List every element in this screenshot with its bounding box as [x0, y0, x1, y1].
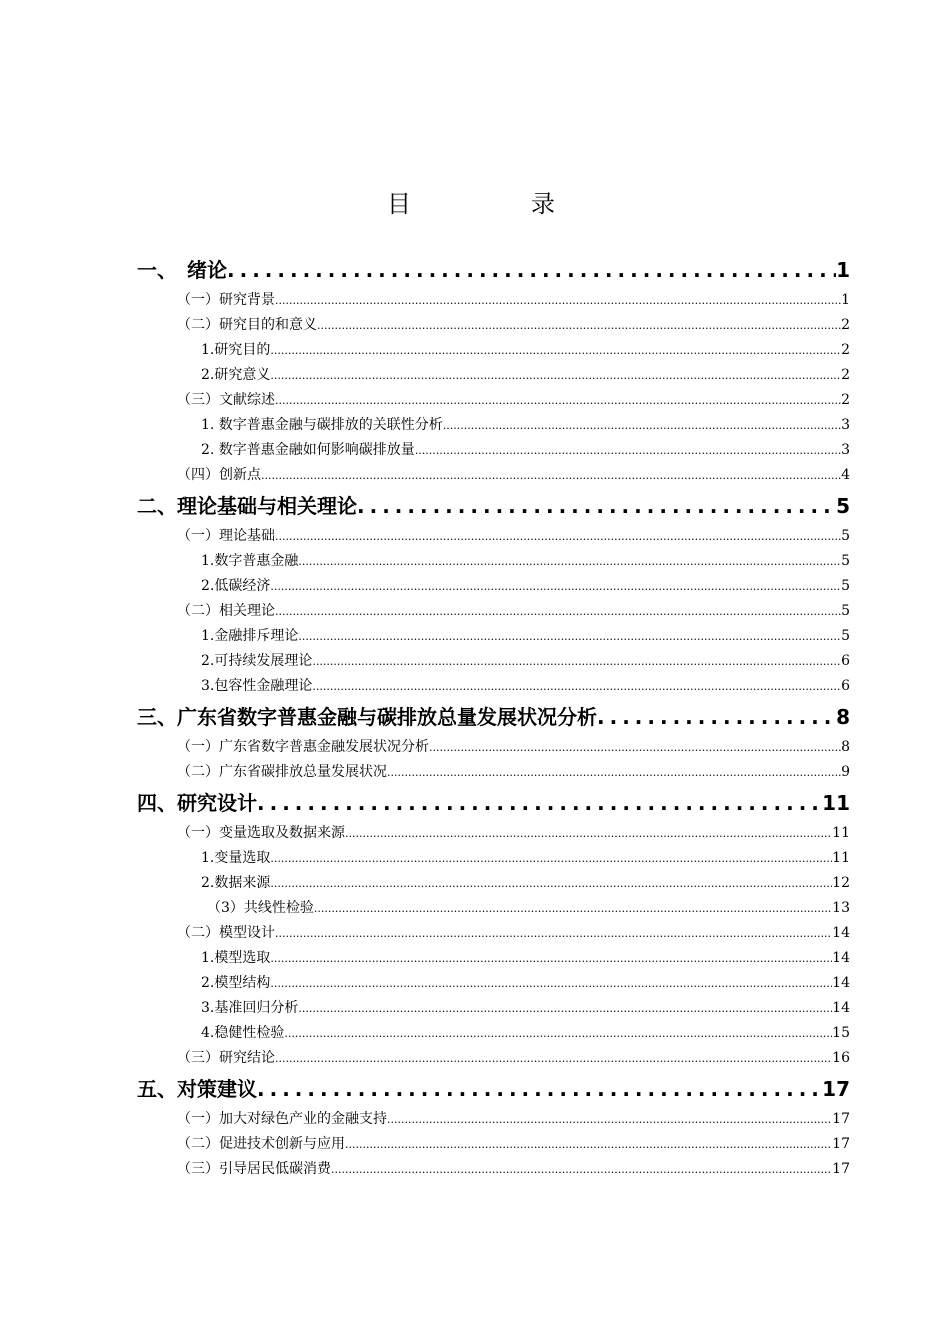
dot-leader	[357, 494, 836, 519]
toc-page-number: 1	[836, 258, 850, 282]
toc-page-number: 6	[841, 653, 850, 669]
toc-subsection-entry[interactable]	[137, 946, 850, 971]
toc-entry-label: 三、广东省数字普惠金融与碳排放总量发展状况分析	[137, 705, 597, 729]
toc-subsection-entry[interactable]	[137, 1021, 850, 1046]
toc-page-number: 17	[832, 1111, 850, 1127]
toc-section-entry[interactable]	[137, 463, 850, 488]
toc-subsection-entry[interactable]	[137, 338, 850, 363]
toc-page-number: 14	[832, 950, 850, 966]
toc-chapter-entry[interactable]	[137, 791, 850, 816]
toc-page-number: 5	[841, 603, 850, 619]
toc-subsection-entry[interactable]	[137, 624, 850, 649]
toc-page-number: 15	[832, 1025, 850, 1041]
dot-leader	[275, 921, 832, 946]
toc-section-entry[interactable]	[137, 388, 850, 413]
toc-page-number: 17	[832, 1136, 850, 1152]
toc-page-number: 17	[822, 1077, 850, 1101]
dot-leader	[275, 524, 841, 549]
dot-leader	[387, 1107, 832, 1132]
toc-page-number: 5	[841, 553, 850, 569]
dot-leader	[298, 624, 841, 649]
toc-title: 目 录	[387, 190, 603, 218]
toc-entry-label: 2.可持续发展理论	[201, 653, 313, 669]
toc-section-entry[interactable]	[137, 1157, 850, 1182]
dot-leader	[227, 258, 836, 283]
toc-entry-label: 1. 数字普惠金融与碳排放的关联性分析	[201, 417, 443, 433]
toc-entry-label: （一）广东省数字普惠金融发展状况分析	[177, 739, 429, 755]
toc-page-number: 16	[832, 1050, 850, 1066]
toc-subsection-entry[interactable]	[137, 971, 850, 996]
toc-entry-label: （二）研究目的和意义	[177, 317, 317, 333]
dot-leader	[317, 313, 841, 338]
toc-entry-label: （一）变量选取及数据来源	[177, 825, 345, 841]
dot-leader	[298, 996, 832, 1021]
toc-section-entry[interactable]	[137, 599, 850, 624]
toc-section-entry[interactable]	[137, 1107, 850, 1132]
toc-entry-label: （二）促进技术创新与应用	[177, 1136, 345, 1152]
dot-leader	[257, 791, 822, 816]
toc-subsection-entry[interactable]	[137, 413, 850, 438]
toc-subsection-entry[interactable]	[137, 363, 850, 388]
dot-leader	[314, 896, 832, 921]
toc-entry-label: 2. 数字普惠金融如何影响碳排放量	[201, 442, 415, 458]
toc-entry-label: 2.研究意义	[201, 367, 271, 383]
toc-subsection-entry[interactable]	[137, 574, 850, 599]
dot-leader	[270, 574, 841, 599]
dot-leader	[429, 735, 841, 760]
toc-entry-label: （四）创新点	[177, 467, 261, 483]
toc-subsection-entry[interactable]	[137, 438, 850, 463]
toc-page-number: 8	[841, 739, 850, 755]
toc-section-entry[interactable]	[137, 1132, 850, 1157]
dot-leader	[345, 821, 832, 846]
toc-entry-label: 1.研究目的	[201, 342, 271, 358]
toc-entry-label: （三）引导居民低碳消费	[177, 1161, 331, 1177]
dot-leader	[270, 363, 841, 388]
toc-entry-label: 1.变量选取	[201, 850, 271, 866]
toc-section-entry[interactable]	[137, 760, 850, 785]
dot-leader	[443, 413, 841, 438]
toc-page-number: 2	[841, 392, 850, 408]
toc-section-entry[interactable]	[137, 524, 850, 549]
dot-leader	[312, 649, 841, 674]
toc-page-number: 5	[836, 494, 850, 518]
toc-page-number: 5	[841, 578, 850, 594]
dot-leader	[597, 705, 836, 730]
dot-leader	[312, 674, 841, 699]
toc-section-entry[interactable]	[137, 313, 850, 338]
toc-entry-label: 2.模型结构	[201, 975, 271, 991]
toc-subsection-entry[interactable]	[137, 649, 850, 674]
toc-entry-label: 五、对策建议	[137, 1077, 257, 1101]
toc-chapter-entry[interactable]	[137, 705, 850, 730]
toc-entry-label: （二）模型设计	[177, 925, 275, 941]
toc-entry-label: 一、 绪论	[137, 258, 227, 282]
toc-subsection-entry[interactable]	[137, 674, 850, 699]
toc-entry-label: （一）理论基础	[177, 528, 275, 544]
toc-entry-label: （3）共线性检验	[207, 900, 314, 916]
toc-subsection-entry[interactable]	[137, 871, 850, 896]
toc-entry-label: 3.包容性金融理论	[201, 678, 313, 694]
dot-leader	[275, 1046, 832, 1071]
toc-chapter-entry[interactable]	[137, 494, 850, 519]
dot-leader	[387, 760, 841, 785]
toc-page-number: 4	[841, 467, 850, 483]
toc-page-number: 6	[841, 678, 850, 694]
toc-entry-label: 1.数字普惠金融	[201, 553, 299, 569]
table-of-contents	[137, 258, 850, 1182]
dot-leader	[261, 463, 841, 488]
toc-page-number: 12	[832, 875, 850, 891]
dot-leader	[275, 599, 841, 624]
toc-entry-label: 2.低碳经济	[201, 578, 271, 594]
dot-leader	[270, 338, 841, 363]
toc-entry-label: （二）相关理论	[177, 603, 275, 619]
toc-chapter-entry[interactable]	[137, 1077, 850, 1102]
dot-leader	[284, 1021, 832, 1046]
dot-leader	[298, 549, 841, 574]
dot-leader	[270, 846, 832, 871]
toc-page-number: 14	[832, 975, 850, 991]
dot-leader	[345, 1132, 832, 1157]
toc-entry-label: （一）加大对绿色产业的金融支持	[177, 1111, 387, 1127]
toc-page-number: 11	[832, 850, 850, 866]
toc-entry-label: （一）研究背景	[177, 292, 275, 308]
toc-subsection-entry[interactable]	[137, 549, 850, 574]
toc-section-entry[interactable]	[137, 921, 850, 946]
dot-leader	[257, 1077, 822, 1102]
dot-leader	[275, 388, 841, 413]
toc-entry-label: 4.稳健性检验	[201, 1025, 285, 1041]
toc-page-number: 2	[841, 317, 850, 333]
toc-page-number: 3	[841, 417, 850, 433]
toc-subsection-entry[interactable]	[137, 846, 850, 871]
toc-entry-label: （三）文献综述	[177, 392, 275, 408]
toc-subsection-entry[interactable]	[137, 996, 850, 1021]
toc-page-number: 1	[841, 292, 850, 308]
dot-leader	[331, 1157, 832, 1182]
toc-entry-label: 3.基准回归分析	[201, 1000, 299, 1016]
dot-leader	[270, 946, 832, 971]
toc-entry-label: 四、研究设计	[137, 791, 257, 815]
toc-page-number: 9	[841, 764, 850, 780]
toc-entry-label: 1.金融排斥理论	[201, 628, 299, 644]
toc-page-number: 13	[832, 900, 850, 916]
toc-page-number: 3	[841, 442, 850, 458]
toc-page-number: 2	[841, 367, 850, 383]
toc-entry-label: 2.数据来源	[201, 875, 271, 891]
dot-leader	[270, 871, 832, 896]
toc-section-entry[interactable]	[137, 1046, 850, 1071]
toc-section-entry[interactable]	[137, 288, 850, 313]
toc-entry-label: 1.模型选取	[201, 950, 271, 966]
toc-chapter-entry[interactable]	[137, 258, 850, 283]
toc-section-entry[interactable]	[137, 735, 850, 760]
toc-subsection-entry[interactable]	[137, 896, 850, 921]
toc-page-number: 2	[841, 342, 850, 358]
toc-page-number: 14	[832, 1000, 850, 1016]
toc-page-number: 5	[841, 628, 850, 644]
toc-page-number: 17	[832, 1161, 850, 1177]
toc-page-number: 11	[822, 791, 850, 815]
toc-section-entry[interactable]	[137, 821, 850, 846]
toc-page-number: 11	[832, 825, 850, 841]
toc-page-number: 14	[832, 925, 850, 941]
dot-leader	[275, 288, 841, 313]
toc-entry-label: （二）广东省碳排放总量发展状况	[177, 764, 387, 780]
toc-entry-label: 二、理论基础与相关理论	[137, 494, 357, 518]
dot-leader	[415, 438, 841, 463]
toc-page-number: 5	[841, 528, 850, 544]
dot-leader	[270, 971, 832, 996]
toc-entry-label: （三）研究结论	[177, 1050, 275, 1066]
toc-page-number: 8	[836, 705, 850, 729]
